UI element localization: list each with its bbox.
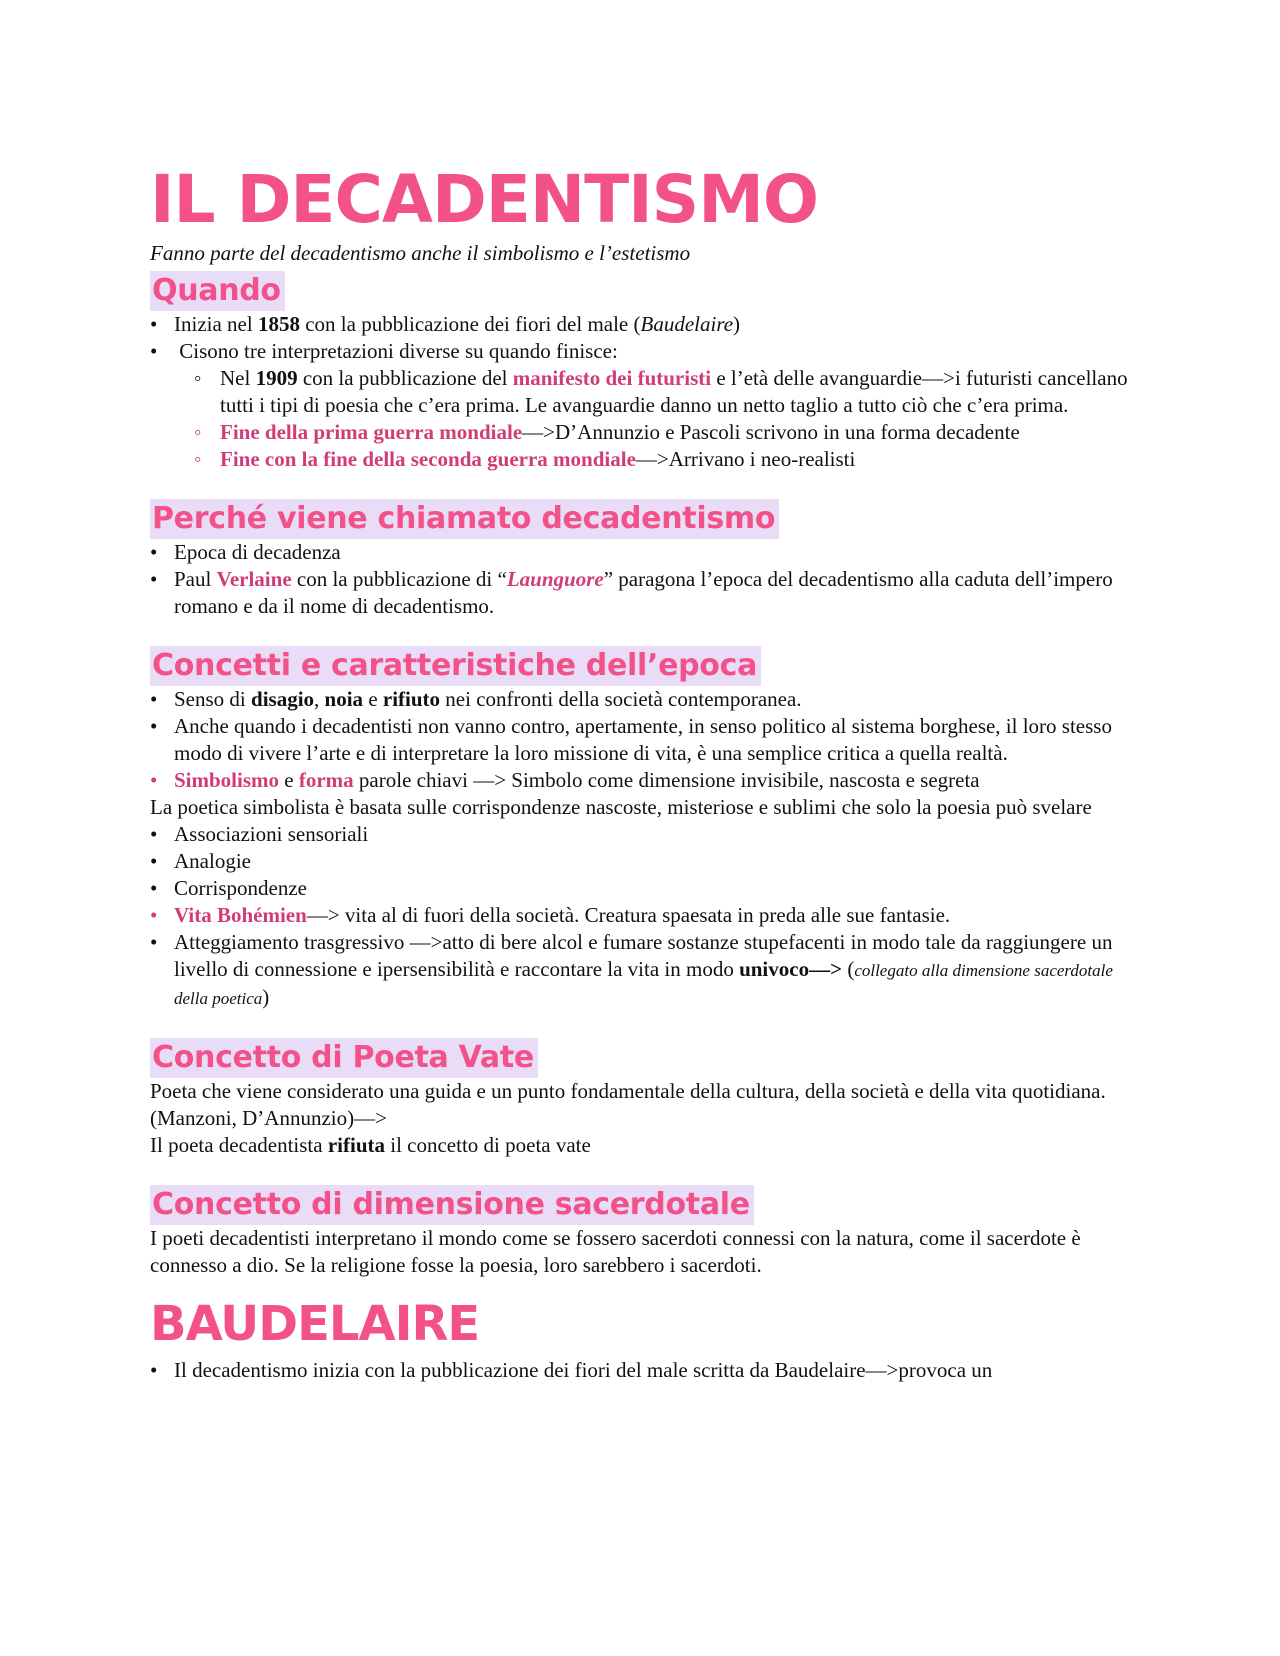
- list-item: • Simbolismo e forma parole chiavi —> Simbolo come dimensione invisibile, nascosta e segreta: [150, 767, 1140, 794]
- quando-list: [150, 311, 1140, 473]
- list-item: • Epoca di decadenza: [150, 539, 1140, 566]
- sub-list-item: ◦ Nel 1909 con la pubblicazione del manifesto dei futuristi e l’età delle avanguardie—>i futuristi cancellano tutti i tipi di poesia che c’era prima. Le avanguardie danno un netto taglio a tutto ciò che c’era prima.: [150, 365, 1140, 419]
- paragraph: La poetica simbolista è basata sulle corrispondenze nascoste, misteriose e sublimi che solo la poesia può svelare: [150, 795, 1092, 819]
- subtitle: Fanno parte del decadentismo anche il simbolismo e l’estetismo: [150, 241, 691, 265]
- paragraph: I poeti decadentisti interpretano il mondo come se fossero sacerdoti connessi con la natura, come il sacerdote è connesso a dio. Se la religione fosse la poesia, loro sarebbero i sacerdoti.: [150, 1226, 1081, 1277]
- paragraph: Poeta che viene considerato una guida e un punto fondamentale della cultura, della società e della vita quotidiana.(Manzoni, D’Annunzio)—>: [150, 1079, 1106, 1130]
- baudelaire-list: [150, 1357, 1140, 1384]
- section-heading-concetti: Concetti e caratteristiche dell’epoca: [150, 646, 761, 686]
- concetti-list-2: [150, 821, 1140, 1012]
- list-item: • Il decadentismo inizia con la pubblicazione dei fiori del male scritta da Baudelaire—>provoca un: [150, 1357, 1140, 1384]
- list-item: • Analogie: [150, 848, 1140, 875]
- section-heading-vate: Concetto di Poeta Vate: [150, 1038, 538, 1078]
- list-item: • Cisono tre interpretazioni diverse su quando finisce:: [150, 338, 1140, 365]
- sub-list-item: ◦ Fine con la fine della seconda guerra mondiale—>Arrivano i neo-realisti: [150, 446, 1140, 473]
- list-item: • Senso di disagio, noia e rifiuto nei confronti della società contemporanea.: [150, 686, 1140, 713]
- section-heading-perche: Perché viene chiamato decadentismo: [150, 499, 779, 539]
- document-page: [150, 160, 1140, 1384]
- list-item: • Anche quando i decadentisti non vanno contro, apertamente, in senso politico al sistema borghese, il loro stesso modo di vivere l’arte e di interpretare la loro missione di vita, è una semplice critica a quella realtà.: [150, 713, 1140, 767]
- concetti-list: [150, 686, 1140, 794]
- list-item: • Vita Bohémien—> vita al di fuori della società. Creatura spaesata in preda alle sue fantasie.: [150, 902, 1140, 929]
- page-title: IL DECADENTISMO: [150, 161, 818, 238]
- section-title-baudelaire: BAUDELAIRE: [150, 1296, 480, 1352]
- section-heading-quando: Quando: [150, 271, 285, 311]
- list-item: • Paul Verlaine con la pubblicazione di “Launguore” paragona l’epoca del decadentismo alla caduta dell’impero romano e da il nome di decadentismo.: [150, 566, 1140, 620]
- list-item: • Inizia nel 1858 con la pubblicazione dei fiori del male (Baudelaire): [150, 311, 1140, 338]
- section-heading-sacerdotale: Concetto di dimensione sacerdotale: [150, 1185, 754, 1225]
- list-item: • Corrispondenze: [150, 875, 1140, 902]
- list-item: • Associazioni sensoriali: [150, 821, 1140, 848]
- sub-list-item: ◦ Fine della prima guerra mondiale—>D’Annunzio e Pascoli scrivono in una forma decadente: [150, 419, 1140, 446]
- perche-list: [150, 539, 1140, 620]
- list-item: • Atteggiamento trasgressivo —>atto di bere alcol e fumare sostanze stupefacenti in modo tale da raggiungere un livello di connessione e ipersensibilità e raccontare la vita in modo univoco—> (collegato alla dimensione sacerdotale della poetica): [150, 929, 1140, 1012]
- paragraph: Il poeta decadentista rifiuta il concetto di poeta vate: [150, 1133, 591, 1157]
